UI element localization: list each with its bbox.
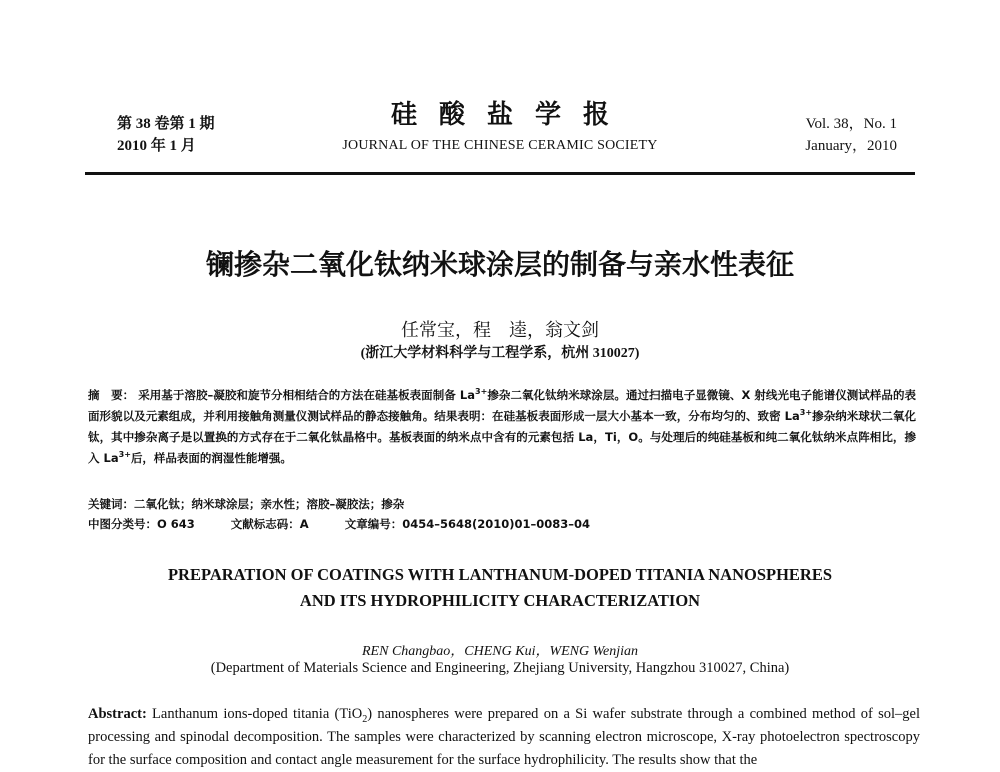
journal-name-cn: 硅酸盐学报 xyxy=(390,100,631,129)
abstract-cn-text: 掺杂纳米球状二氧化钛，其中掺杂离子是以置换的方式存在于二氧化钛晶格中。基板表面的纳米点中含有的元素包括 La，Ti，O。与处理后的纯硅基板和纯二氧化钛纳米点阵相比，掺入 La xyxy=(88,409,917,465)
volume-issue-en: Vol. 38，No. 1 xyxy=(805,116,897,132)
article-title-en xyxy=(0,562,1000,614)
title-en-line2: AND ITS HYDROPHILICITY CHARACTERIZATION xyxy=(299,591,701,610)
header-center xyxy=(300,100,700,154)
header-left xyxy=(117,113,215,157)
abstract-cn-text: 采用基于溶胶–凝胶和旋节分相相结合的方法在硅基板表面制备 La xyxy=(138,388,475,402)
title-en-line1: PREPARATION OF COATINGS WITH LANTHANUM-DOPED TITANIA NANOSPHERES xyxy=(167,565,833,584)
journal-name-en: JOURNAL OF THE CHINESE CERAMIC SOCIETY xyxy=(342,138,658,153)
header-divider xyxy=(85,172,915,175)
article-no-label: 文章编号： xyxy=(344,517,403,531)
keywords-value: 二氧化钛；纳米球涂层；亲水性；溶胶–凝胶法；掺杂 xyxy=(134,497,405,511)
keywords-cn xyxy=(88,494,404,514)
subscript: 2 xyxy=(362,713,368,725)
clc-label: 中图分类号： xyxy=(88,517,157,531)
abstract-en xyxy=(88,703,920,772)
abstract-cn-label: 摘 要： xyxy=(88,388,135,402)
abstract-cn xyxy=(88,385,916,469)
abstract-en-text: Lanthanum ions-doped titania (TiO xyxy=(146,706,363,722)
superscript: 3+ xyxy=(799,408,813,418)
volume-issue-cn: 第 38 卷第 1 期 xyxy=(117,116,215,132)
affiliation-cn: (浙江大学材料科学与工程学系，杭州 310027) xyxy=(360,346,640,361)
superscript: 3+ xyxy=(474,387,488,397)
authors-cn: 任常宝，程 逵，翁文剑 xyxy=(401,320,599,340)
doc-code-label: 文献标志码： xyxy=(230,517,300,531)
abstract-en-label: Abstract: xyxy=(88,706,147,722)
date-en: January，2010 xyxy=(805,138,897,154)
abstract-cn-text: 掺杂二氧化钛纳米球涂层。通过扫描电子显微镜、X 射线光电子能谱仪测试样品的表面形貌以及元素组成，并利用接触角测量仪测试样品的静态接触角。结果表明：在硅基板表面形成一层大小基本一致，分布均匀的、致密 La xyxy=(88,388,916,423)
superscript: 3+ xyxy=(118,450,131,460)
clc-value: O 643 xyxy=(157,517,195,531)
affiliation-en: (Department of Materials Science and Engineering, Zhejiang University, Hangzhou 310027, China) xyxy=(210,660,790,676)
article-title-cn: 镧掺杂二氧化钛纳米球涂层的制备与亲水性表征 xyxy=(205,248,794,281)
article-no-value: 0454–5648(2010)01–0083–04 xyxy=(402,517,590,531)
authors-en: REN Changbao，CHENG Kui，WENG Wenjian xyxy=(362,644,638,659)
header-right xyxy=(805,113,897,157)
date-cn: 2010 年 1 月 xyxy=(117,138,196,154)
abstract-cn-text: 后，样品表面的润湿性能增强。 xyxy=(130,451,292,465)
doc-code-value: A xyxy=(299,517,309,531)
classification-line xyxy=(88,514,590,534)
keywords-label: 关键词： xyxy=(88,497,134,511)
abstract-en-text: ) nanospheres were prepared on a Si wafer substrate through a combined method of sol–gel processing and spinodal decomposition. The samples were characterized by scanning electron microscope, X-ray photoelectron spectroscopy for the surface composition and contact angle measurement for the surface hydrophilicity. The results show that the xyxy=(88,706,921,768)
